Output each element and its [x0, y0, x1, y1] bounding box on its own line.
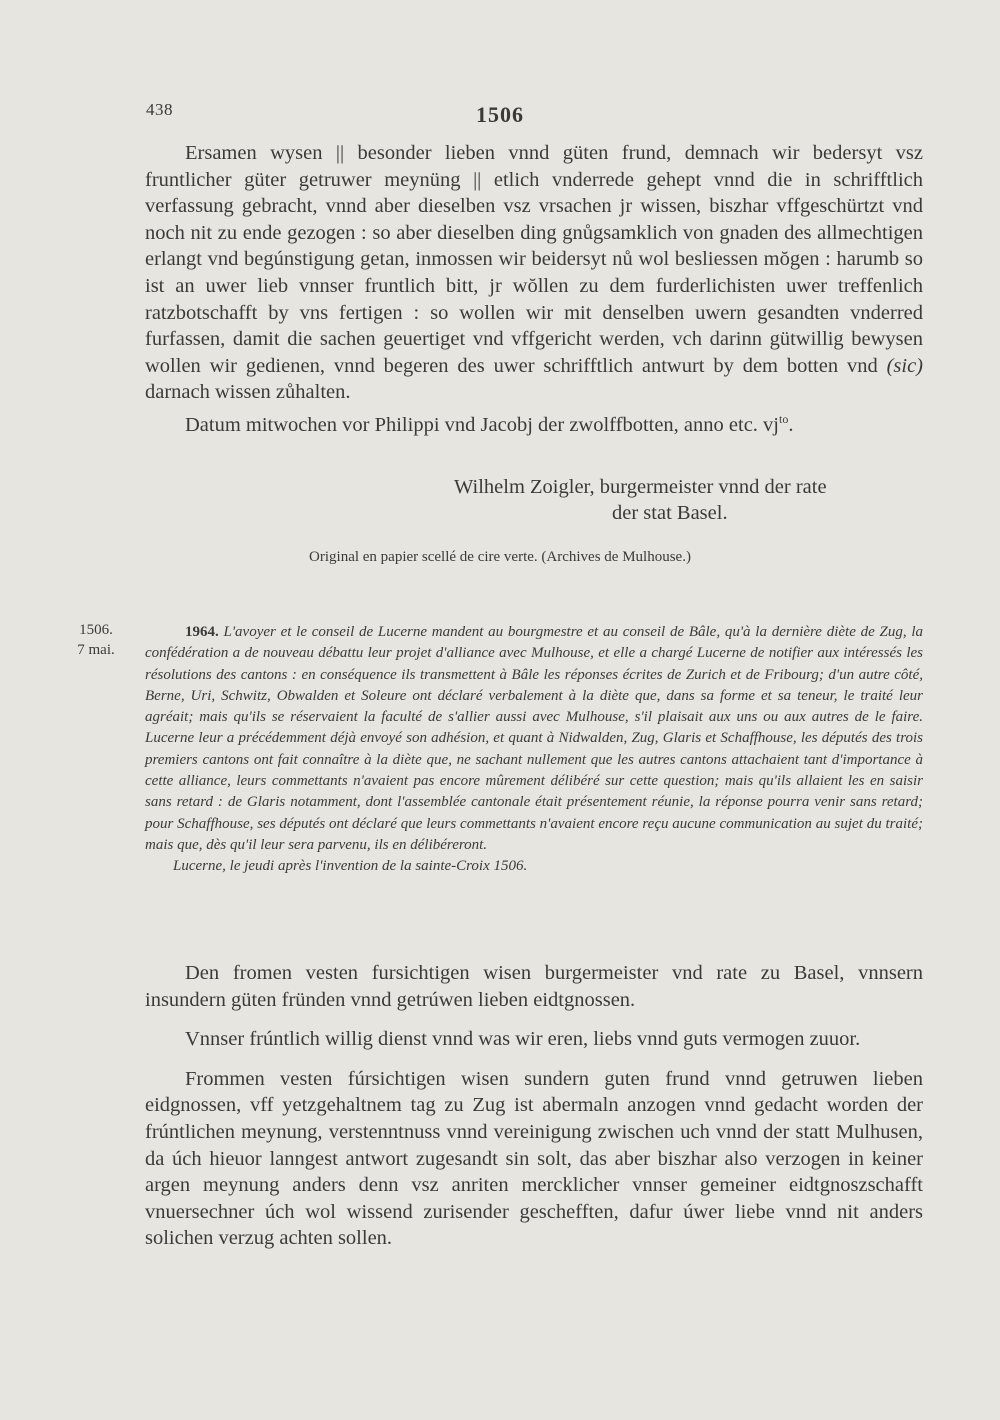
page-number: 438: [146, 100, 173, 119]
entry-number: 1964.: [185, 624, 219, 640]
letter-dating: Datum mitwochen vor Philippi vnd Jacobj der zwolffbotten, anno etc. $vj^{to}$.: [185, 411, 794, 436]
letter-body: Frommen vesten fúrsichtigen wisen sundern guten frund vnnd getruwen lieben eidgnossen, vff yetzgehaltnem tag zu Zug ist abermaln anzogen vnnd gedacht worden der frúntlichen meynung, verstenntnuss vnnd vereinigung zwischen uch vnnd der statt Mulhusen, da úch hieuor lanngest antwort zugesandt sin solt, das aber biszhar also verzogen in keiner argen meynung anders denn vsz anriten mercklicher vnnser gemeiner eidtgnoszschafft vnuersechner úch wol wissend zurisender geschefften, dafur úwer liebe vnnd nit anders solichen verzug achten sollen.: [145, 1067, 923, 1250]
summary-text: L'avoyer et le conseil de Lucerne mandent au bourgmestre et au conseil de Bâle, qu'à la dernière diète de Zug, la confédération a de nouveau débattu leur projet d'alliance avec Mulhouse, et elle a chargé Lucerne de notifier aux intéressés les résolutions des cantons : en conséquence ils transmettent à Bâle les réponses écrites de Zurich et de Fribourg; d'un autre côté, Berne, Uri, Schwitz, Obwalden et Soleure ont déclaré verbalement à la diète que, dans sa forme et sa teneur, le traité leur agréait; mais qu'ils se réservaient la faculté de s'allier aussi avec Mulhouse, s'il plaisait aux uns ou aux autres de le faire. Lucerne leur a précédemment déjà envoyé son adhésion, et quant à Nidwalden, Zug, Glaris et Schaffhouse, les députés des trois premiers cantons ont fait connaître à la diète que, ne sachant nullement que les autres cantons attachaient tant d'importance à cette alliance, leurs commettants n'avaient pas encore mûrement délibéré sur cette question; mais qu'ils allaient les en saisir sans retard : de Glaris notamment, dont l'assemblée cantonale était présentement réunie, la réponse pourra venir sans retard; pour Schaffhouse, ses députés ont déclaré que leurs commettants n'avaient encore reçu aucune communication au sujet du traité; mais que, dès qu'il leur sera parvenu, ils en délibéreront.: [145, 624, 924, 853]
letter-text-end: darnach wissen zůhalten.: [145, 381, 351, 404]
letter-greeting: Vnnser frúntlich willig dienst vnnd was wir eren, liebs vnnd guts vermogen zuuor.: [185, 1028, 861, 1051]
dating-text: Datum mitwochen vor Philippi vnd Jacobj der zwolffbotten, anno etc. vj: [185, 413, 779, 436]
summary-paragraph: [145, 622, 923, 856]
letter-basel: [145, 140, 923, 438]
margin-day: 7 mai.: [77, 642, 115, 658]
margin-date: [70, 620, 122, 660]
signature-line-2: der stat Basel.: [612, 502, 728, 524]
summary-place-date: Lucerne, le jeudi après l'invention de la sainte-Croix 1506.: [173, 858, 528, 875]
margin-year: 1506.: [79, 622, 113, 638]
entry-summary: [145, 622, 923, 878]
year-heading: 1506: [476, 102, 524, 127]
source-note: Original en papier scellé de cire verte. (Archives de Mulhouse.): [309, 549, 691, 565]
letter-lucerne: [145, 960, 923, 1265]
letter-address: Den fromen vesten fursichtigen wisen burgermeister vnd rate zu Basel, vnnsern insundern güten fründen vnnd getrúwen lieben eidtgnossen.: [145, 962, 923, 1011]
signature-line-1: Wilhelm Zoigler, burgermeister vnnd der rate: [454, 476, 827, 498]
letter-text: Ersamen wysen || besonder lieben vnnd güten frund, demnach wir bedersyt vsz fruntlicher güter getruwer meynüng || etlich vnderrede gehept vnnd die in schrifftlich verfassung gebracht, vnnd aber dieselben vsz vrsachen jr wissen, biszhar vffgeschürtzt vnd noch nit zu ende gezogen : so aber dieselben ding gnůgsamklich von gnaden des allmechtigen erlangt vnd begúnstigung getan, inmossen wir beidersyt nů wol besliessen mŏgen : harumb so ist an uwer lieb vnnser fruntlich bitt, jr wŏllen zu dem furderlichisten uwer treffenlich ratzbotschafft by vns fertigen : so wollen wir mit denselben uwern gesandten vnderred furfassen, damit die sachen geuertiget vnd vffgericht werden, vch darinn gütwillig bewysen wollen wir gedienen, vnnd begeren des uwer schrifftlich antwurt by dem botten vnd: [145, 142, 923, 377]
letter-paragraph: [145, 140, 923, 406]
sic-note: (sic): [886, 354, 923, 377]
dating-superscript: to: [779, 411, 789, 426]
